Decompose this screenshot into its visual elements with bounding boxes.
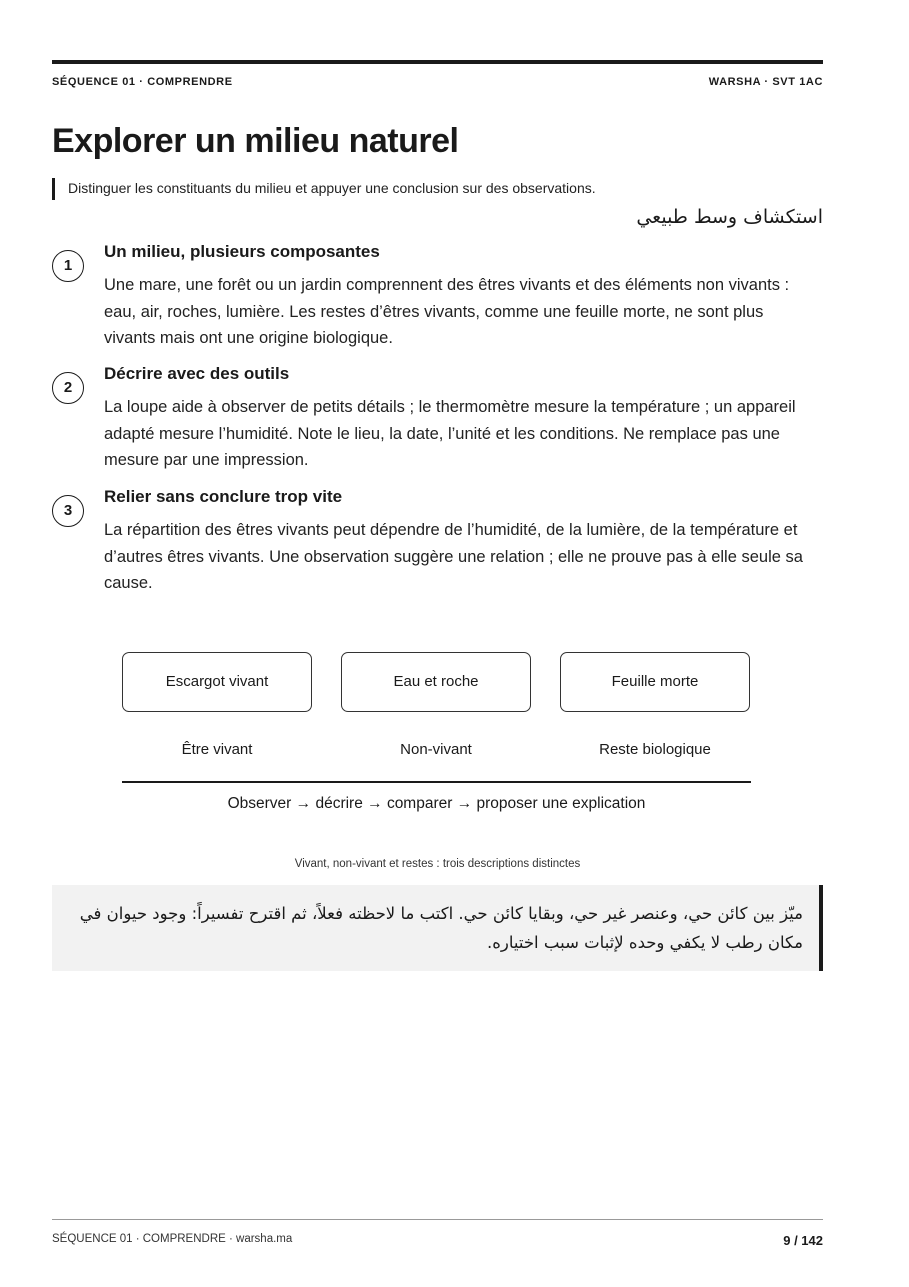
arabic-note-panel (52, 885, 823, 971)
diagram-label-remains: Reste biologique (599, 741, 711, 758)
top-rule (52, 60, 823, 64)
step-body: La loupe aide à observer de petits détails ; le thermomètre mesure la température ; un appareil adapté mesure l’humidité. Note le lieu, la date, l’unité et les conditions. Ne remplace pas une mesure par une impression. (104, 398, 796, 469)
diagram-divider (122, 781, 751, 783)
diagram-box-nonliving: Eau et roche (341, 652, 531, 712)
page-subtitle: Distinguer les constituants du milieu et appuyer une conclusion sur des observations. (68, 180, 596, 196)
step-number-badge: 3 (52, 495, 84, 527)
page-title: Explorer un milieu naturel (52, 122, 459, 160)
step-title: Relier sans conclure trop vite (104, 487, 343, 506)
footer-source: SÉQUENCE 01 · COMPRENDRE · warsha.ma (52, 1233, 293, 1245)
arabic-note-text: ميّز بين كائن حي، وعنصر غير حي، وبقايا كائن حي. اكتب ما لاحظته فعلاً، ثم اقترح تفسيراً: وجود حيوان في مكان رطب لا يكفي وحده لإثبات سبب اختياره. (79, 904, 803, 952)
diagram-label-nonliving: Non-vivant (400, 741, 472, 758)
header-sequence: SÉQUENCE 01 · COMPRENDRE (52, 76, 233, 88)
step-title: Un milieu, plusieurs composantes (104, 242, 380, 261)
step-title: Décrire avec des outils (104, 364, 290, 383)
diagram-box-remains: Feuille morte (560, 652, 750, 712)
page-number: 9 / 142 (783, 1233, 823, 1248)
process-steps: Observer → décrire → comparer → proposer une explication (227, 795, 646, 812)
subtitle-accent-bar (52, 178, 55, 200)
diagram-caption: Vivant, non-vivant et restes : trois descriptions distinctes (294, 858, 581, 870)
arabic-title: استكشاف وسط طبيعي (636, 206, 823, 228)
diagram-label-living: Être vivant (181, 741, 253, 758)
header-course: WARSHA · SVT 1AC (708, 76, 823, 88)
step-body: Une mare, une forêt ou un jardin comprennent des êtres vivants et des éléments non vivants : eau, air, roches, lumière. Les restes d’êtres vivants, comme une feuille morte, ne sont plus vivants mais ont une origine biologique. (104, 276, 790, 347)
step-body: La répartition des êtres vivants peut dépendre de l’humidité, de la lumière, de la température et d’autres êtres vivants. Une observation suggère une relation ; elle ne prouve pas à elle seule sa cause. (104, 521, 803, 592)
diagram-box-living: Escargot vivant (122, 652, 312, 712)
footer-rule (52, 1219, 823, 1220)
step-number-badge: 2 (52, 372, 84, 404)
step-number-badge: 1 (52, 250, 84, 282)
